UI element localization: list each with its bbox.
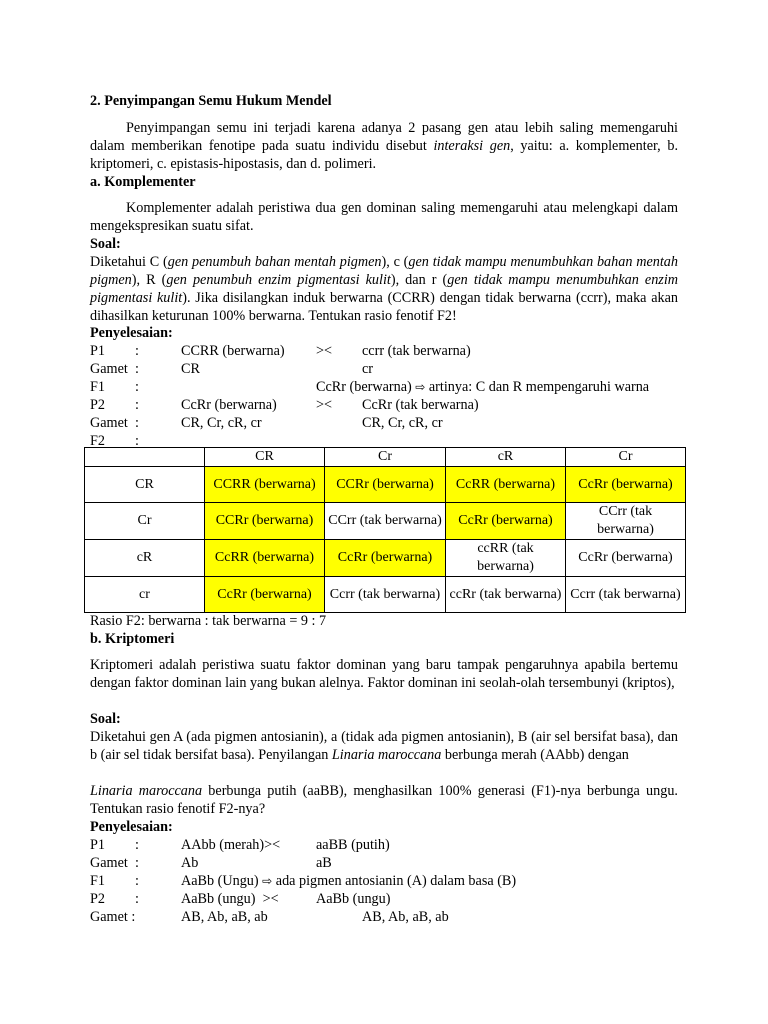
f1-result [316,378,649,396]
punnett-row-header: cr [85,577,205,613]
gamete-left: AB, Ab, aB, ab [181,909,268,925]
punnett-cell: ccRR (tak berwarna) [446,540,566,577]
row-colon: : [135,837,139,853]
gamete-left: Ab [181,855,199,871]
row-colon: : [135,379,139,395]
kripto-p1-left [181,836,280,854]
kripto-f1-result [181,872,516,890]
row-colon: : [135,891,139,907]
soal-text: berbunga putih (aaBB), menghasilkan 100% generasi (F1)-nya berbunga ungu. Tentukan rasio fenotif F2-nya? [90,783,678,817]
gamete-left: CR, Cr, cR, cr [181,415,262,431]
punnett-cell: CcRr (berwarna) [566,540,686,577]
parent-right: aaBB (putih) [316,837,390,853]
kriptomeri-soal-2 [90,782,678,818]
soal-text: ). Jika disilangkan induk berwarna (CCRR) dengan tidak berwarna (ccrr), maka akan dihasilkan keturunan 100% berwarna. Tentukan rasio fenotif F2! [90,290,678,324]
punnett-cell: CcRr (berwarna) [566,467,686,503]
cross-symbol-icon: >< [316,343,333,359]
kriptomeri-soal-label [90,710,678,728]
komplementer-heading-text: a. Komplementer [90,174,196,190]
row-label: Gamet [90,415,128,431]
punnett-row-header: cR [85,540,205,577]
row-label: F1 [90,379,105,395]
soal-label-text: Soal: [90,711,121,727]
kriptomeri-definition: Kriptomeri adalah peristiwa suatu faktor dominan yang baru tampak pengaruhnya apabila bertemu dengan faktor dominan lain yang bukan alelnya. Faktor dominan ini seolah-olah tersembunyi (kriptos), [90,657,678,691]
row-label: F2 [90,433,105,449]
soal-text: ), c ( [381,254,409,270]
intro-emphasis: interaksi gen [433,138,511,154]
row-colon: : [135,433,139,449]
soal-text: ), R ( [131,272,167,288]
komplementer-ratio: Rasio F2: berwarna : tak berwarna = 9 : 7 [90,613,327,629]
punnett-row-header: Cr [85,503,205,540]
row-colon: : [135,361,139,377]
species-name: Linaria maroccana [90,783,203,799]
punnett-cell: CCRr (berwarna) [205,503,325,540]
row-colon: : [135,873,139,889]
punnett-col-header: Cr [325,448,446,467]
parent-left: AaBb (ungu) [181,891,256,907]
punnett-col-header: CR [205,448,325,467]
gamete-right: AB, Ab, aB, ab [362,909,449,925]
f1-genotype: AaBb (Ungu) [181,873,259,889]
punnett-cell: CCrr (tak berwarna) [325,503,446,540]
punnett-cell: Ccrr (tak berwarna) [325,577,446,613]
komplementer-heading [90,173,678,191]
soal-text: Diketahui gen A (ada pigmen antosianin), a (tidak ada pigmen antosianin), B (air sel bersifat basa), dan b (air sel tidak bersifat basa). Penyilangan [90,729,678,763]
punnett-cell: CcRR (berwarna) [205,540,325,577]
gamete-right: CR, Cr, cR, cr [362,415,443,431]
punnett-cell: CCRR (berwarna) [205,467,325,503]
punnett-corner-cell [85,448,205,467]
punnett-row [85,577,686,613]
f1-note: artinya: C dan R mempengaruhi warna [425,379,650,395]
komplementer-definition: Komplementer adalah peristiwa dua gen dominan saling memengaruhi atau melengkapi dalam mengekspresikan suatu sifat. [90,200,678,234]
soal-emphasis: gen penumbuh bahan mentah pigmen [167,254,382,270]
gamete-right: cr [362,361,374,377]
punnett-cell: ccRr (tak berwarna) [446,577,566,613]
soal-emphasis: gen tidak mampu menumbuhkan bahan mentah pigmen [90,254,678,288]
soal-emphasis: gen penumbuh enzim pigmentasi kulit [166,272,391,288]
komplementer-soal [90,253,678,325]
soal-text: Diketahui C ( [90,254,168,270]
punnett-cell: CcRr (berwarna) [205,577,325,613]
row-colon: : [135,397,139,413]
punnett-header-row [85,448,686,467]
intro-paragraph [90,119,678,173]
arrow-right-icon: ⇨ [262,874,273,888]
row-label: Gamet [90,855,128,871]
f1-note: ada pigmen antosianin (A) dalam basa (B) [272,873,517,889]
punnett-row [85,503,686,540]
intro-text-a: Penyimpangan semu ini terjadi karena adanya 2 pasang gen atau lebih saling memengaruhi dalam memberikan fenotipe pada suatu individu disebut [90,120,678,154]
punnett-cell: CCrr (tak berwarna) [566,503,686,540]
row-label: P2 [90,891,105,907]
gamete-right: aB [316,855,332,871]
kriptomeri-soal-1 [90,728,678,764]
row-colon: : [135,855,139,871]
punnett-row-header: CR [85,467,205,503]
row-label: P1 [90,837,105,853]
section-title-text: 2. Penyimpangan Semu Hukum Mendel [90,93,332,109]
komplementer-soal-label [90,235,678,253]
soal-text: ), dan r ( [390,272,448,288]
row-colon: : [135,343,139,359]
parent-right: CcRr (tak berwarna) [362,397,479,413]
kriptomeri-penyelesaian-label [90,818,678,836]
soal-label-text: Soal: [90,236,121,252]
parent-right: ccrr (tak berwarna) [362,343,471,359]
soal-text: berbunga merah (AAbb) dengan [441,747,629,763]
row-label: P2 [90,397,105,413]
row-label: P1 [90,343,105,359]
punnett-row [85,540,686,577]
row-colon: : [135,415,139,431]
row-label: Gamet : [90,909,136,925]
row-label: F1 [90,873,105,889]
section-title [90,92,678,110]
cross-symbol-icon: >< [264,837,281,853]
parent-left: AAbb (merah) [181,837,265,853]
kripto-p2-left [181,890,279,908]
penyelesaian-label-text: Penyelesaian: [90,819,173,835]
parent-left: CCRR (berwarna) [181,343,285,359]
intro-text-b: , yaitu: a. komplementer, b. kriptomeri, c. epistasis-hipostasis, dan d. polimeri. [90,138,678,172]
punnett-row [85,467,686,503]
punnett-table [84,447,686,613]
punnett-col-header: cR [446,448,566,467]
f1-genotype: CcRr (berwarna) [316,379,412,395]
gamete-left: CR [181,361,200,377]
komplementer-penyelesaian-label [90,324,678,342]
cross-symbol-icon: >< [262,891,279,907]
parent-right: AaBb (ungu) [316,891,391,907]
row-label: Gamet [90,361,128,377]
punnett-cell: CcRr (berwarna) [446,503,566,540]
punnett-cell: CcRr (berwarna) [325,540,446,577]
kriptomeri-heading-text: b. Kriptomeri [90,631,175,647]
arrow-right-icon: ⇨ [415,380,426,394]
species-name: Linaria maroccana [331,747,442,763]
kriptomeri-heading [90,630,678,648]
soal-emphasis: gen tidak mampu menumbuhkan enzim pigmentasi kulit [90,272,679,306]
penyelesaian-label-text: Penyelesaian: [90,325,173,341]
punnett-cell: CcRR (berwarna) [446,467,566,503]
punnett-cell: CCRr (berwarna) [325,467,446,503]
parent-left: CcRr (berwarna) [181,397,277,413]
cross-symbol-icon: >< [316,397,333,413]
punnett-cell: Ccrr (tak berwarna) [566,577,686,613]
punnett-col-header: Cr [566,448,686,467]
